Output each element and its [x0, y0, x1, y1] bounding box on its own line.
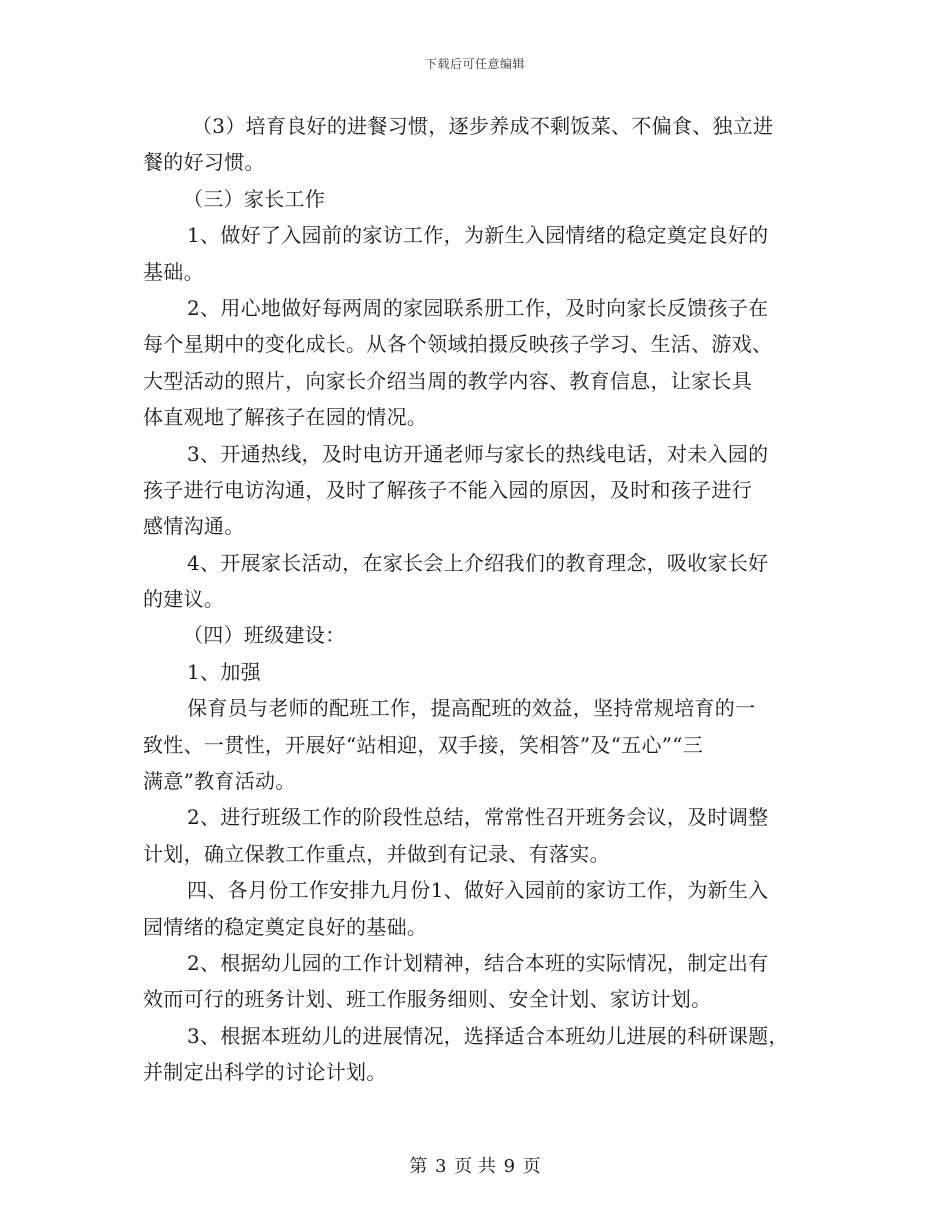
footer-current-page: 3 — [434, 1156, 447, 1177]
text-line: 每个星期中的变化成长。从各个领域拍摄反映孩子学习、生活、游戏、 — [143, 332, 773, 357]
text-line: 3、根据本班幼儿的进展情况，选择适合本班幼儿进展的科研课题， — [187, 1023, 789, 1048]
footer-prefix: 第 — [409, 1156, 428, 1177]
text-line: 计划，确立保教工作重点，并做到有记录、有落实。 — [143, 841, 610, 866]
text-line: 效而可行的班务计划、班工作服务细则、安全计划、家访计划。 — [143, 987, 712, 1012]
text-line: 2、用心地做好每两周的家园联系册工作，及时向家长反馈孩子在 — [187, 295, 769, 320]
text-line: 满意”教育活动。 — [143, 769, 296, 794]
text-line: 并制定出科学的讨论计划。 — [143, 1060, 387, 1085]
text-line: 2、进行班级工作的阶段性总结，常常性召开班务会议，及时调整 — [187, 805, 769, 830]
text-line: 基础。 — [143, 259, 204, 284]
text-line: 孩子进行电访沟通，及时了解孩子不能入园的原因，及时和孩子进行 — [143, 477, 752, 502]
page-footer — [0, 1152, 950, 1178]
text-line: （四）班级建设： — [183, 623, 346, 648]
text-line: （三）家长工作 — [183, 186, 326, 211]
text-line: 1、做好了入园前的家访工作，为新生入园情绪的稳定奠定良好的 — [187, 223, 769, 248]
text-line: 2、根据幼儿园的工作计划精神，结合本班的实际情况，制定出有 — [187, 950, 769, 975]
footer-middle: 页 共 — [454, 1156, 496, 1177]
text-line: 3、开通热线，及时电访开通老师与家长的热线电话，对未入园的 — [187, 441, 769, 466]
footer-total-pages: 9 — [503, 1156, 516, 1177]
text-line: 体直观地了解孩子在园的情况。 — [143, 405, 428, 430]
text-line: 餐的好习惯。 — [143, 150, 265, 175]
text-line: 保育员与老师的配班工作，提高配班的效益，坚持常规培育的一 — [187, 696, 756, 721]
text-line: 4、开展家长活动，在家长会上介绍我们的教育理念，吸收家长好 — [187, 550, 769, 575]
page-header: 下载后可任意编辑 — [424, 57, 525, 71]
text-line: 四、各月份工作安排九月份1、做好入园前的家访工作，为新生入 — [187, 878, 769, 903]
text-line: 致性、一贯性，开展好“站相迎，双手接，笑相答”及“五心”“三 — [143, 732, 704, 757]
document-body — [143, 108, 815, 1091]
text-line: 的建议。 — [143, 587, 225, 612]
text-line: 感情沟通。 — [143, 514, 245, 539]
text-line: 园情绪的稳定奠定良好的基础。 — [143, 914, 428, 939]
text-line: 1、加强 — [187, 659, 261, 684]
footer-suffix: 页 — [522, 1156, 541, 1177]
text-line: 大型活动的照片，向家长介绍当周的教学内容、教育信息，让家长具 — [143, 368, 752, 393]
text-line: （3）培育良好的进餐习惯，逐步养成不剩饭菜、不偏食、独立进 — [192, 114, 774, 138]
